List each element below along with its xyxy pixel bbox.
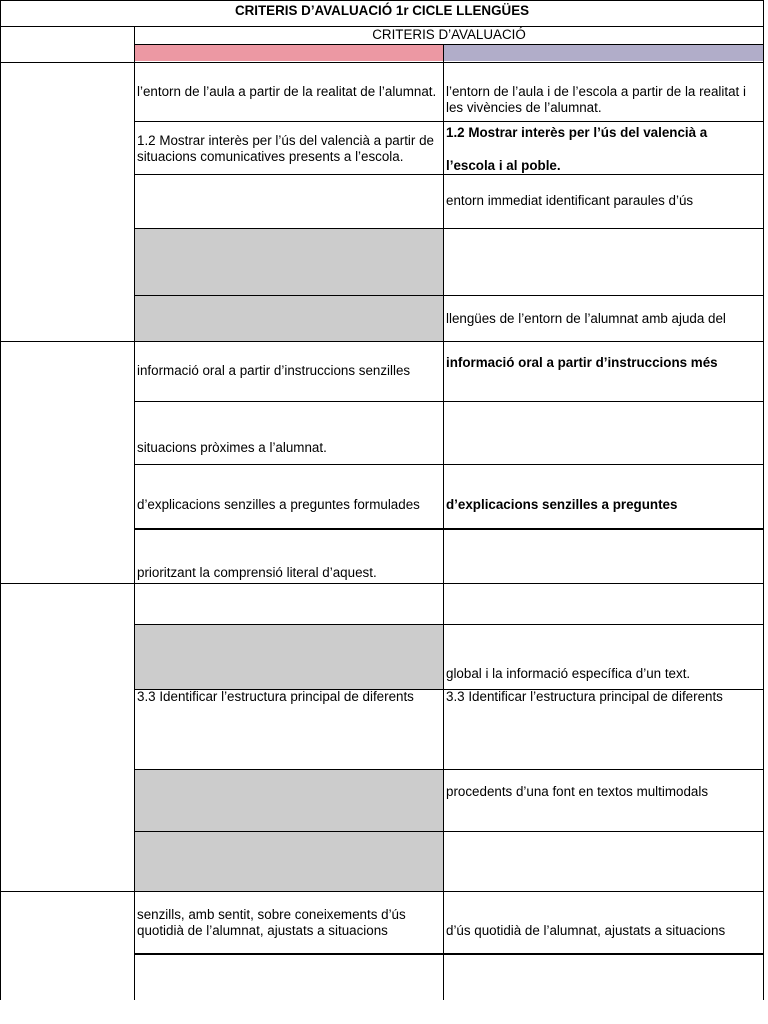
criterion-right: global i la informació específica d’un text.	[446, 666, 691, 681]
grid-line	[134, 624, 764, 625]
grid-line	[134, 228, 764, 229]
grid-line	[0, 26, 764, 27]
criterion-left: l’entorn de l’aula a partir de la realitat de l’alumnat.	[137, 84, 437, 99]
grid-line	[134, 26, 135, 1000]
criterion-right: procedents d’una font en textos multimodals	[446, 784, 709, 799]
criterion-right: d’explicacions senzilles a preguntes	[446, 497, 678, 512]
grid-line	[0, 583, 764, 584]
grid-line	[134, 401, 764, 402]
grid-line	[134, 174, 764, 175]
section-subtitle: CRITERIS D’AVALUACIÓ	[372, 27, 526, 42]
criterion-right: entorn immediat identificant paraules d’ús	[446, 193, 694, 208]
grid-line	[0, 341, 764, 342]
grid-line	[134, 44, 764, 45]
grid-line	[0, 0, 764, 1]
grid-line	[134, 769, 764, 770]
grid-line	[0, 62, 764, 63]
grid-line	[134, 528, 764, 530]
shaded-cell	[135, 770, 443, 831]
shaded-cell	[135, 296, 443, 341]
shaded-cell	[135, 229, 443, 295]
criterion-right: l’escola i al poble.	[446, 158, 561, 173]
grid-line	[134, 121, 764, 122]
grid-line	[134, 831, 764, 832]
criterion-right: 3.3 Identificar l’estructura principal de diferents	[446, 689, 723, 704]
color-bar-right	[444, 45, 763, 61]
criterion-left: 1.2 Mostrar interès per l’ús del valencià a partir de situacions comunicatives presents a l’escola.	[137, 133, 434, 164]
criterion-right: llengües de l’entorn de l’alumnat amb ajuda del	[446, 311, 726, 326]
criterion-left: 3.3 Identificar l’estructura principal de diferents	[137, 689, 414, 704]
grid-line	[134, 953, 764, 955]
grid-line	[0, 891, 764, 892]
criterion-left: prioritzant la comprensió literal d’aquest.	[137, 565, 377, 580]
color-bar-left	[135, 45, 443, 61]
shaded-cell	[135, 832, 443, 891]
grid-line	[134, 464, 764, 465]
criterion-left: situacions pròximes a l’alumnat.	[137, 440, 327, 455]
criterion-right: d’ús quotidià de l’alumnat, ajustats a situacions	[446, 923, 726, 938]
grid-line	[0, 0, 1, 1000]
shaded-cell	[135, 625, 443, 689]
criterion-left: informació oral a partir d’instruccions senzilles	[137, 363, 411, 378]
criterion-left: d’explicacions senzilles a preguntes formulades	[137, 497, 420, 512]
criterion-right: l’entorn de l’aula i de l’escola a partir de la realitat i les vivències de l’alumnat.	[446, 84, 746, 115]
criterion-left: senzills, amb sentit, sobre coneixements d’ús quotidià de l’alumnat, ajustats a situacions	[137, 907, 406, 938]
criterion-right: informació oral a partir d’instruccions més	[446, 355, 718, 370]
grid-line	[134, 295, 764, 296]
sheet-title: CRITERIS D’AVALUACIÓ 1r CICLE LLENGÜES	[234, 3, 530, 18]
grid-line	[443, 45, 444, 1000]
criterion-right: 1.2 Mostrar interès per l’ús del valencià a	[446, 125, 708, 140]
